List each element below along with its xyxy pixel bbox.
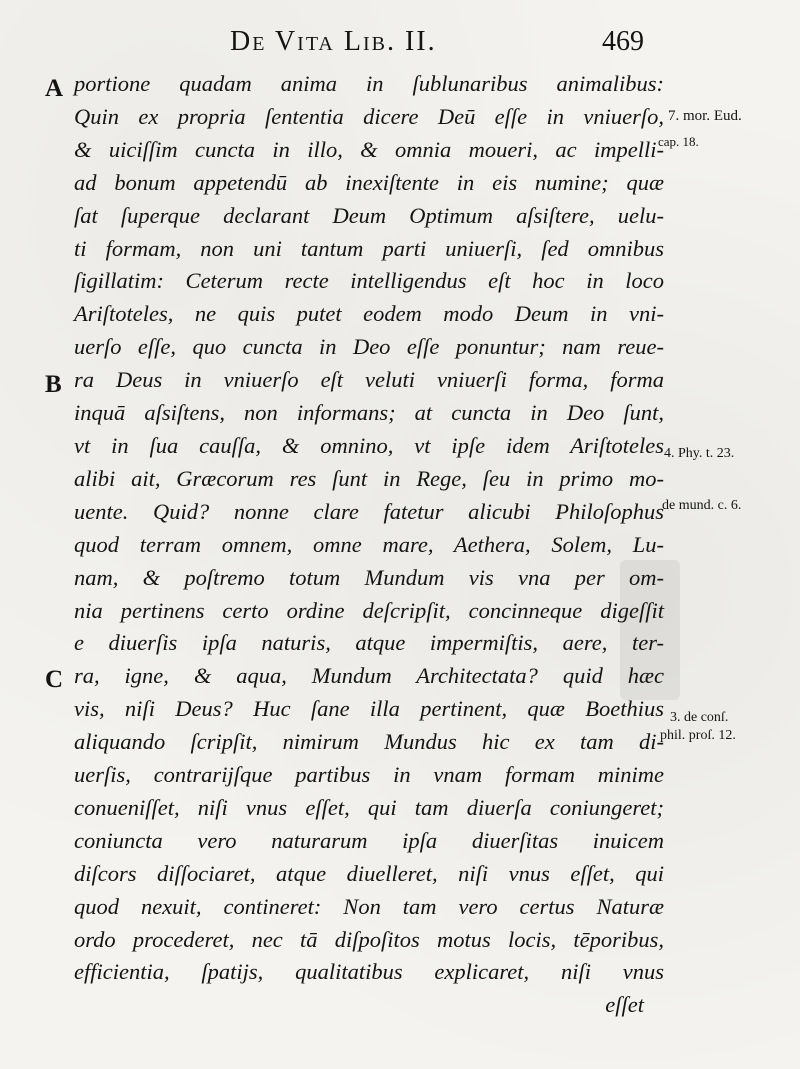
text-line: ra, igne, & aqua, Mundum Architectata? quid hæc (74, 663, 664, 689)
text-line: uerſo eſſe, quo cuncta in Deo eſſe ponuntur; nam reue- (74, 334, 664, 360)
running-title: De Vita Lib. II. (230, 26, 437, 57)
margin-note-prosa: phil. proſ. 12. (660, 728, 736, 743)
text-line: conueniſſet, niſi vnus eſſet, qui tam diuerſa coniungeret; (74, 794, 664, 820)
text-line: ſigillatim: Ceterum recte intelligendus eſt hoc in loco (74, 268, 664, 294)
text-line: ad bonum appetendū ab inexiſtente in eis numine; quæ (74, 169, 664, 195)
text-line: aliquando ſcripſit, nimirum Mundus hic ex tam di- (74, 729, 664, 755)
text-line: ordo procederet, nec tā diſpoſitos motus locis, tēporibus, (74, 926, 664, 952)
section-letter-c: C (45, 666, 64, 693)
text-line: Ariſtoteles, ne quis putet eodem modo Deum in vni- (74, 301, 664, 327)
margin-note-moralia: 7. mor. Eud. (668, 108, 742, 124)
text-line: uente. Quid? nonne clare fatetur alicubi Philoſophus (74, 498, 664, 524)
text-line: vis, niſi Deus? Huc ſane illa pertinent, quæ Boethius (74, 696, 664, 722)
text-line: uerſis, contrarijſque partibus in vnam formam minime (74, 762, 664, 788)
margin-note-chapter: cap. 18. (658, 134, 699, 149)
margin-note-physica: 4. Phy. t. 23. (664, 446, 735, 461)
text-line: diſcors diſſociaret, atque diuelleret, niſi vnus eſſet, qui (74, 860, 664, 886)
margin-note-consolatio: 3. de conſ. (670, 710, 729, 725)
text-line: alibi ait, Græcorum res ſunt in Rege, ſeu in primo mo- (74, 465, 664, 491)
text-line: ra Deus in vniuerſo eſt veluti vniuerſi forma, forma (74, 367, 664, 393)
section-letter-b: B (45, 371, 62, 398)
text-line: ſat ſuperque declarant Deum Optimum aſsiſtere, uelu- (74, 202, 664, 228)
section-letter-a: A (45, 75, 64, 102)
text-line: & uiciſſim cuncta in illo, & omnia moueri, ac impelli- (74, 136, 664, 162)
margin-note-de-mundo: de mund. c. 6. (662, 498, 742, 513)
text-line: portione quadam anima in ſublunaribus animalibus: (74, 71, 664, 96)
text-line: quod nexuit, contineret: Non tam vero certus Naturæ (74, 893, 664, 919)
text-line: e diuerſis ipſa naturis, atque impermiſtis, aere, ter- (74, 630, 664, 656)
text-line: nam, & poſtremo totum Mundum vis vna per om- (74, 564, 664, 590)
text-line: nia pertinens certo ordine deſcripſit, concinneque digeſſit (74, 597, 664, 623)
text-line: ti formam, non uni tantum parti uniuerſi, ſed omnibus (74, 235, 664, 261)
text-line: efficientia, ſpatijs, qualitatibus explicaret, niſi vnus (74, 959, 664, 985)
text-line: inquā aſsiſtens, non informans; at cuncta in Deo ſunt, (74, 400, 664, 426)
main-text-block (74, 68, 664, 1022)
catchword: eſſet (605, 992, 644, 1018)
text-line: quod terram omnem, omne mare, Aethera, Solem, Lu- (74, 531, 664, 557)
text-line: Quin ex propria ſententia dicere Deū eſſe in vniuerſo, (74, 103, 664, 129)
text-line: coniuncta vero naturarum ipſa diuerſitas inuicem (74, 827, 664, 853)
text-line: vt in ſua cauſſa, & omnino, vt ipſe idem Ariſtoteles (74, 432, 664, 458)
page-number: 469 (602, 26, 644, 57)
